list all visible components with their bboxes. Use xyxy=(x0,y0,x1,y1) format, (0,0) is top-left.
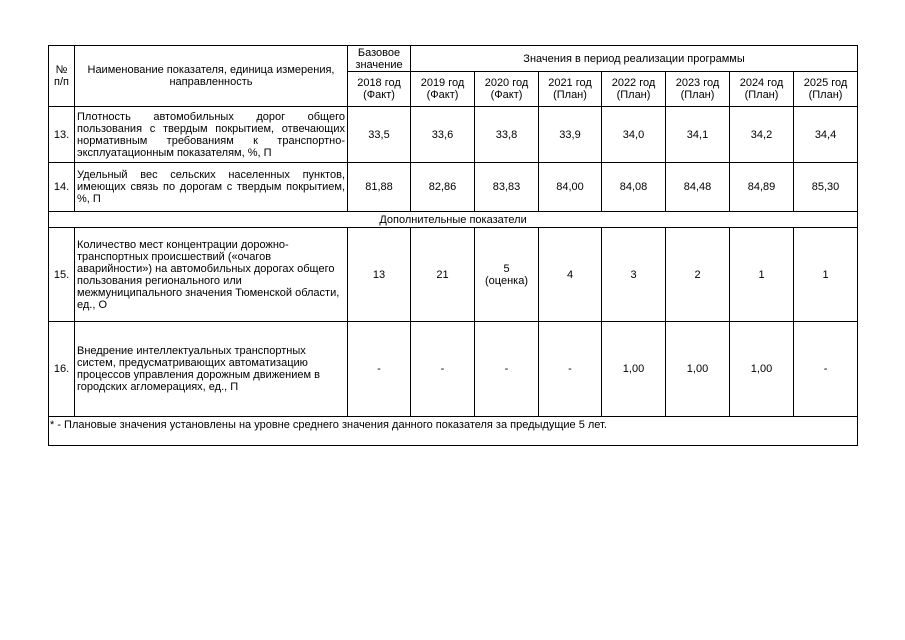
value-cell: - xyxy=(475,322,539,417)
header-year-5 xyxy=(666,72,730,107)
value-cell: 85,30 xyxy=(794,163,858,212)
value-cell: 3 xyxy=(602,228,666,322)
section-title: Дополнительные показатели xyxy=(49,212,858,228)
footnote-row xyxy=(49,417,858,446)
value-cell: 1 xyxy=(730,228,794,322)
table-row xyxy=(49,163,858,212)
value-cell: 33,6 xyxy=(411,107,475,163)
row-number: 14. xyxy=(49,163,75,212)
value-cell: 84,89 xyxy=(730,163,794,212)
value-cell: 81,88 xyxy=(348,163,411,212)
header-year-label: 2021 год xyxy=(548,77,592,89)
value-cell: - xyxy=(348,322,411,417)
value-cell: 33,9 xyxy=(539,107,602,163)
row-number: 15. xyxy=(49,228,75,322)
header-year-7 xyxy=(794,72,858,107)
value-cell: 84,08 xyxy=(602,163,666,212)
header-year-label: 2018 год xyxy=(357,77,401,89)
footnote: * - Плановые значения установлены на уровне среднего значения данного показателя за предыдущие 5 лет. xyxy=(49,417,858,446)
header-year-kind: (Факт) xyxy=(363,89,395,101)
value-cell: 21 xyxy=(411,228,475,322)
header-year-0 xyxy=(348,72,411,107)
value-cell: 33,5 xyxy=(348,107,411,163)
header-year-kind: (План) xyxy=(553,89,587,101)
header-year-kind: (План) xyxy=(616,89,651,101)
value-cell: 34,2 xyxy=(730,107,794,163)
row-number: 16. xyxy=(49,322,75,417)
header-year-label: 2023 год xyxy=(675,77,720,89)
value-cell: - xyxy=(411,322,475,417)
value-cell: 84,48 xyxy=(666,163,730,212)
header-year-label: 2025 год xyxy=(803,77,848,89)
value-cell: 1,00 xyxy=(602,322,666,417)
header-year-1 xyxy=(411,72,475,107)
header-year-label: 2022 год xyxy=(611,77,656,89)
indicator-name: Плотность автомобильных дорог общего пользования с твердым покрытием, отвечающих нормативным требованиям к транспортно-эксплуатационным показателям, %, П xyxy=(75,107,348,163)
header-year-kind: (Факт) xyxy=(490,89,523,101)
indicator-name: Удельный вес сельских населенных пунктов, имеющих связь по дорогам с твердым покрытием, %, П xyxy=(75,163,348,212)
header-year-label: 2019 год xyxy=(420,77,465,89)
value-cell: 84,00 xyxy=(539,163,602,212)
header-year-4 xyxy=(602,72,666,107)
value-cell: 82,86 xyxy=(411,163,475,212)
header-num: № п/п xyxy=(49,46,75,107)
value-cell: 34,0 xyxy=(602,107,666,163)
table-row xyxy=(49,228,858,322)
value-cell: 33,8 xyxy=(475,107,539,163)
header-base: Базовое значение xyxy=(348,46,411,72)
value-cell: 5 (оценка) xyxy=(475,228,539,322)
section-row xyxy=(49,212,858,228)
header-year-6 xyxy=(730,72,794,107)
table-row xyxy=(49,322,858,417)
indicator-name: Внедрение интеллектуальных транспортных систем, предусматривающих автоматизацию процессов управления дорожным движением в городских агломерациях, ед., П xyxy=(75,322,348,417)
header-year-3 xyxy=(539,72,602,107)
value-cell: 1,00 xyxy=(666,322,730,417)
header-year-kind: (План) xyxy=(744,89,779,101)
header-year-label: 2024 год xyxy=(739,77,784,89)
header-year-2 xyxy=(475,72,539,107)
value-cell: 13 xyxy=(348,228,411,322)
value-cell: - xyxy=(539,322,602,417)
value-cell: - xyxy=(794,322,858,417)
row-number: 13. xyxy=(49,107,75,163)
header-period: Значения в период реализации программы xyxy=(411,46,858,72)
value-cell: 4 xyxy=(539,228,602,322)
indicators-table xyxy=(48,45,858,446)
table-row xyxy=(49,107,858,163)
header-year-kind: (План) xyxy=(808,89,843,101)
value-cell: 2 xyxy=(666,228,730,322)
value-cell: 34,4 xyxy=(794,107,858,163)
value-cell: 1,00 xyxy=(730,322,794,417)
value-cell: 34,1 xyxy=(666,107,730,163)
header-row-1 xyxy=(49,46,858,72)
indicator-name: Количество мест концентрации дорожно-транспортных происшествий («очагов аварийности») на автомобильных дорогах общего пользования регионального или межмуниципального значения Тюменской области, ед., О xyxy=(75,228,348,322)
header-year-label: 2020 год xyxy=(484,77,529,89)
header-name: Наименование показателя, единица измерения, направленность xyxy=(75,46,348,107)
value-cell: 1 xyxy=(794,228,858,322)
header-year-kind: (План) xyxy=(680,89,715,101)
header-year-kind: (Факт) xyxy=(426,89,459,101)
value-cell: 83,83 xyxy=(475,163,539,212)
